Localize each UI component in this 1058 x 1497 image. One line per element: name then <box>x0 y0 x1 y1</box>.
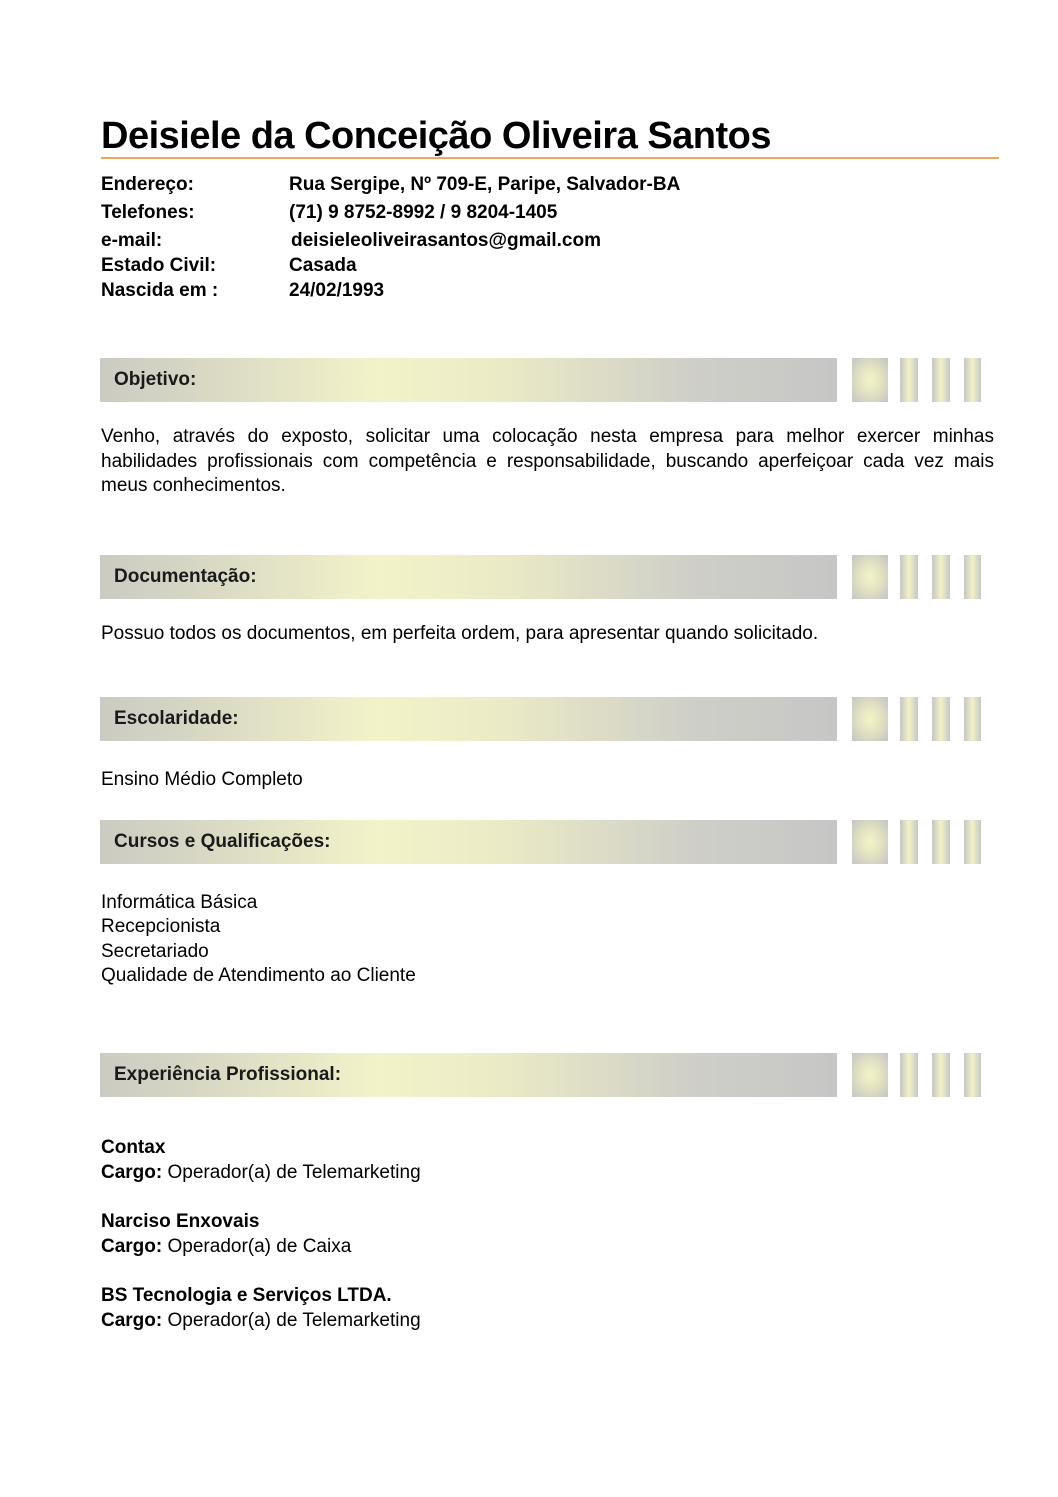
info-value: 24/02/1993 <box>289 280 385 301</box>
section-bar <box>100 358 837 402</box>
section-title: Experiência Profissional: <box>114 1064 342 1085</box>
info-value: deisieleoliveirasantos@gmail.com <box>291 230 601 251</box>
header-divider <box>101 157 999 159</box>
decorative-block <box>900 358 918 402</box>
decorative-block <box>900 555 918 599</box>
section-header-objetivo <box>100 358 981 402</box>
decorative-block <box>932 820 950 864</box>
decorative-block <box>964 358 981 402</box>
course-item: Recepcionista <box>101 916 221 937</box>
decorative-block <box>900 820 918 864</box>
decorative-block <box>852 555 888 599</box>
decorative-block <box>852 1053 888 1097</box>
course-item: Secretariado <box>101 941 209 962</box>
section-header-cursos <box>100 820 981 864</box>
decorative-block <box>932 697 950 741</box>
section-title: Escolaridade: <box>114 708 239 729</box>
info-label: Endereço: <box>101 174 194 195</box>
section-header-documentacao <box>100 555 981 599</box>
info-label: Telefones: <box>101 202 195 223</box>
job-role-label: Cargo: <box>101 1162 163 1183</box>
decorative-block <box>932 555 950 599</box>
section-header-escolaridade <box>100 697 981 741</box>
decorative-block <box>900 697 918 741</box>
info-value: Rua Sergipe, Nº 709-E, Paripe, Salvador-BA <box>289 174 681 195</box>
course-item: Informática Básica <box>101 892 258 913</box>
job-company: Contax <box>101 1137 166 1158</box>
section-header-experiencia <box>100 1053 981 1097</box>
objective-text: Venho, através do exposto, solicitar uma colocação nesta empresa para melhor exercer minhas habilidades profissionais com competência e responsabilidade, buscando aperfeiçoar cada vez mais meus conhecimentos. <box>101 426 994 496</box>
decorative-block <box>852 820 888 864</box>
job-role-label: Cargo: <box>101 1236 163 1257</box>
job-company: BS Tecnologia e Serviços LTDA. <box>101 1285 392 1306</box>
job-role-value: Operador(a) de Caixa <box>167 1236 352 1257</box>
info-value: (71) 9 8752-8992 / 9 8204-1405 <box>289 202 558 223</box>
section-title: Cursos e Qualificações: <box>114 831 331 852</box>
documentation-text: Possuo todos os documentos, em perfeita ordem, para apresentar quando solicitado. <box>101 623 819 644</box>
job-role-value: Operador(a) de Telemarketing <box>167 1310 421 1331</box>
section-title: Documentação: <box>114 566 257 587</box>
decorative-block <box>932 358 950 402</box>
decorative-block <box>964 555 981 599</box>
decorative-block <box>932 1053 950 1097</box>
job-role <box>101 1309 421 1333</box>
decorative-block <box>852 358 888 402</box>
decorative-block <box>852 697 888 741</box>
info-label: Nascida em : <box>101 280 219 301</box>
job-company: Narciso Enxovais <box>101 1211 260 1232</box>
course-item: Qualidade de Atendimento ao Cliente <box>101 965 416 986</box>
info-value: Casada <box>289 255 357 276</box>
section-title: Objetivo: <box>114 369 197 390</box>
decorative-block <box>900 1053 918 1097</box>
candidate-name: Deisiele da Conceição Oliveira Santos <box>101 115 772 157</box>
decorative-block <box>964 820 981 864</box>
decorative-block <box>964 1053 981 1097</box>
job-role <box>101 1161 421 1185</box>
education-text: Ensino Médio Completo <box>101 769 303 790</box>
job-role-value: Operador(a) de Telemarketing <box>167 1162 421 1183</box>
decorative-block <box>964 697 981 741</box>
job-role <box>101 1235 351 1259</box>
info-label: e-mail: <box>101 230 163 251</box>
job-role-label: Cargo: <box>101 1310 163 1331</box>
info-label: Estado Civil: <box>101 255 217 276</box>
